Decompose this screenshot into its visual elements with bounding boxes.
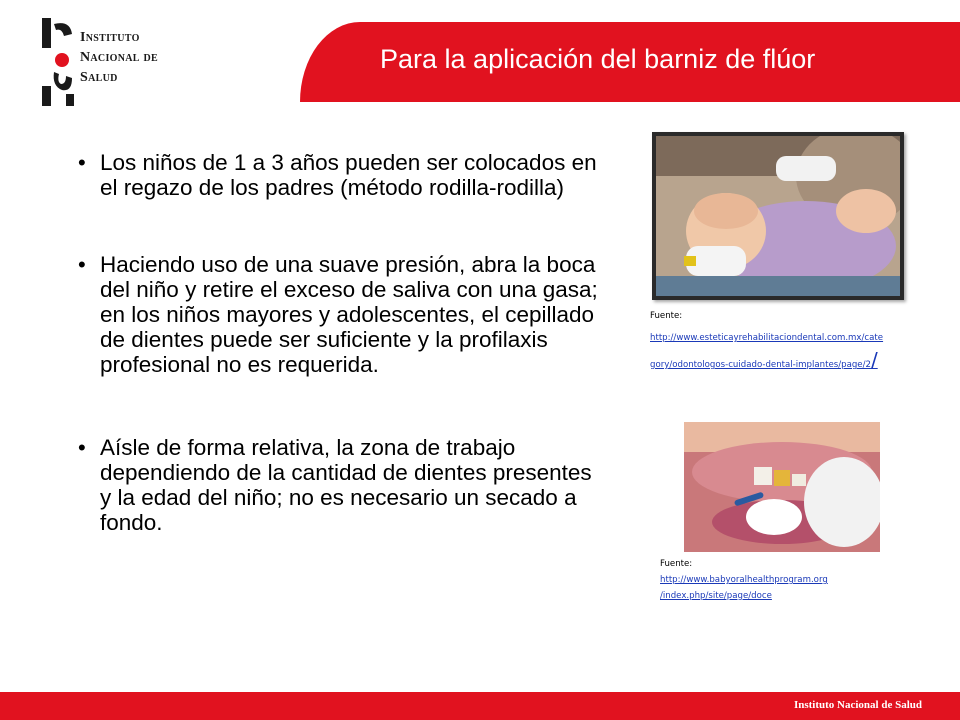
source-link-part2: /index.php/site/page/doce <box>660 591 772 601</box>
logo-line-1: Instituto <box>80 30 140 45</box>
bullet-text: Los niños de 1 a 3 años pueden ser colocados en el regazo de los padres (método rodilla-rodilla) <box>100 150 597 200</box>
footer-institution-name: Instituto Nacional de Salud <box>793 699 922 711</box>
source-label: Fuente: <box>660 559 693 569</box>
bullet-item <box>78 252 598 377</box>
logo-line-2: Nacional de <box>80 50 159 65</box>
source-link-continued[interactable] <box>660 588 900 604</box>
bullet-marker: • <box>78 252 86 277</box>
logo-emblem-icon <box>40 16 76 108</box>
bullet-item <box>78 435 598 535</box>
bullet-item <box>78 150 598 200</box>
bullet-text: Aísle de forma relativa, la zona de trabajo dependiendo de la cantidad de dientes presentes y la edad del niño; no es necesario un secado a fondo. <box>100 435 592 535</box>
title-banner <box>300 22 960 102</box>
source-link[interactable] <box>660 572 900 588</box>
photo1-source <box>650 305 950 376</box>
footer-bar <box>0 692 960 720</box>
bullet-marker: • <box>78 435 86 460</box>
source-link-part1: http://www.esteticayrehabilitaciondental.com.mx/cate <box>650 333 884 343</box>
photo2-source <box>660 556 900 604</box>
baby-lap-illustration <box>656 136 900 296</box>
logo-wordmark <box>80 28 158 88</box>
bullet-list <box>78 150 598 535</box>
bullet-text: Haciendo uso de una suave presión, abra la boca del niño y retire el exceso de saliva con una gasa; en los niños mayores y adolescentes, el cepillado de dientes puede ser suficiente y la profilaxis profesional no es requerida. <box>100 252 598 377</box>
bullet-marker: • <box>78 150 86 175</box>
slide-title: Para la aplicación del barniz de flúor <box>380 44 816 74</box>
varnish-application-illustration <box>684 422 880 552</box>
source-link-slash: / <box>870 348 878 372</box>
source-label: Fuente: <box>650 311 683 321</box>
source-link-continued[interactable] <box>650 349 950 376</box>
source-link[interactable] <box>650 327 950 349</box>
source-link-part2: gory/odontologos-cuidado-dental-implantes/page/2 <box>650 360 871 370</box>
institution-logo <box>40 16 190 108</box>
baby-lap-photo <box>652 132 904 300</box>
source-link-part1: http://www.babyoralhealthprogram.org <box>660 575 828 585</box>
logo-line-3: Salud <box>80 70 118 85</box>
varnish-application-photo <box>684 422 880 552</box>
